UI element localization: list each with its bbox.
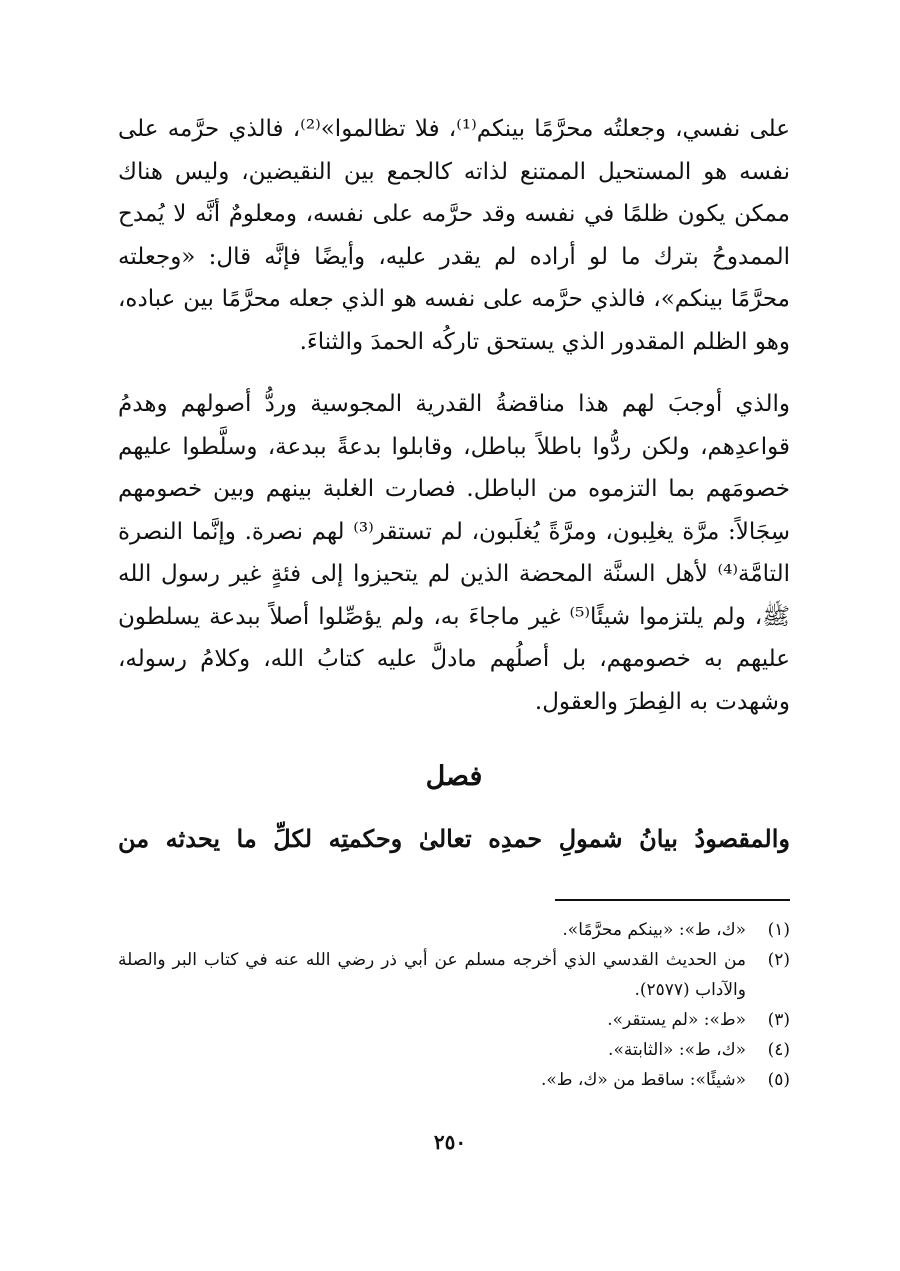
section-heading: فصل (425, 761, 483, 792)
body-paragraph-2 (118, 383, 790, 723)
paragraph-text: على نفسي، وجعلتُه محرَّمًا بينكم⁽¹⁾، فلا تظالموا»⁽²⁾، فالذي حرَّمه على نفسه هو المستحيل الممتنع لذاته كالجمع بين النقيضين، وليس هناك ممكن يكون ظلمًا في نفسه وقد حرَّمه على نفسه، ومعلومٌ أنَّه لا يُمدح الممدوحُ بترك ما لو أراده لم يقدر عليه، وأيضًا فإنَّه قال: «وجعلته محرَّمًا بينكم»، فالذي حرَّمه على نفسه هو الذي جعله محرَّمًا بين عباده، وهو الظلم المقدور الذي يستحق تاركُه الحمدَ والثناءَ. (118, 116, 790, 355)
footnote-number: (١) (767, 920, 790, 940)
footnote-text: «ط»: «لم يستقر». (607, 1010, 746, 1030)
footnote-number: (٣) (767, 1010, 790, 1030)
footnote-divider (555, 899, 790, 901)
footnote (118, 945, 790, 1005)
footnote-number: (٢) (767, 950, 790, 970)
paragraph-text: والذي أوجبَ لهم هذا مناقضةُ القدرية المجوسية وردُّ أصولهم وهدمُ قواعدِهم، ولكن ردُّوا باطلاً بباطل، وقابلوا بدعةً ببدعة، وسلَّطوا عليهم خصومَهم بما التزموه من الباطل. فصارت الغلبة بينهم وبين خصومهم سِجَالاً: مرَّة يغلِبون، ومرَّةً يُغلَبون، لم تستقر⁽³⁾ لهم نصرة. وإنَّما النصرة التامَّة⁽⁴⁾ لأهل السنَّة المحضة الذين لم يتحيزوا إلى فئةٍ غير رسول الله ﷺ، ولم يلتزموا شيئًا⁽⁵⁾ غير ماجاءَ به، ولم يؤصِّلوا أصلاً ببدعة يسلطون عليهم به خصومهم، بل أصلُهم مادلَّ عليه كتابُ الله، وكلامُ رسوله، وشهدت به الفِطرَ والعقول. (118, 391, 790, 715)
body-paragraph-1 (118, 108, 790, 363)
page-number: ٢٥٠ (433, 1130, 467, 1154)
footnote (118, 1035, 790, 1065)
footnotes (118, 915, 790, 1095)
footnote (118, 1005, 790, 1035)
footnote-text: «ك، ط»: «بينكم محرَّمًا». (562, 920, 746, 940)
footnote-text: «ك، ط»: «الثابتة». (608, 1040, 746, 1060)
footnote-number: (٤) (767, 1040, 790, 1060)
footnote (118, 915, 790, 945)
footnote-text: «شيئًا»: ساقط من «ك، ط». (541, 1070, 746, 1090)
footnote (118, 1065, 790, 1095)
footnote-number: (٥) (767, 1070, 790, 1090)
footnote-text: من الحديث القدسي الذي أخرجه مسلم عن أبي ذر رضي الله عنه في كتاب البر والصلة والآداب (٢٥٧٧). (118, 950, 746, 1000)
section-lead-line: والمقصودُ بيانُ شمولِ حمدِه تعالىٰ وحكمتِه لكلِّ ما يحدثه من (118, 824, 790, 853)
page-content (118, 108, 790, 1095)
